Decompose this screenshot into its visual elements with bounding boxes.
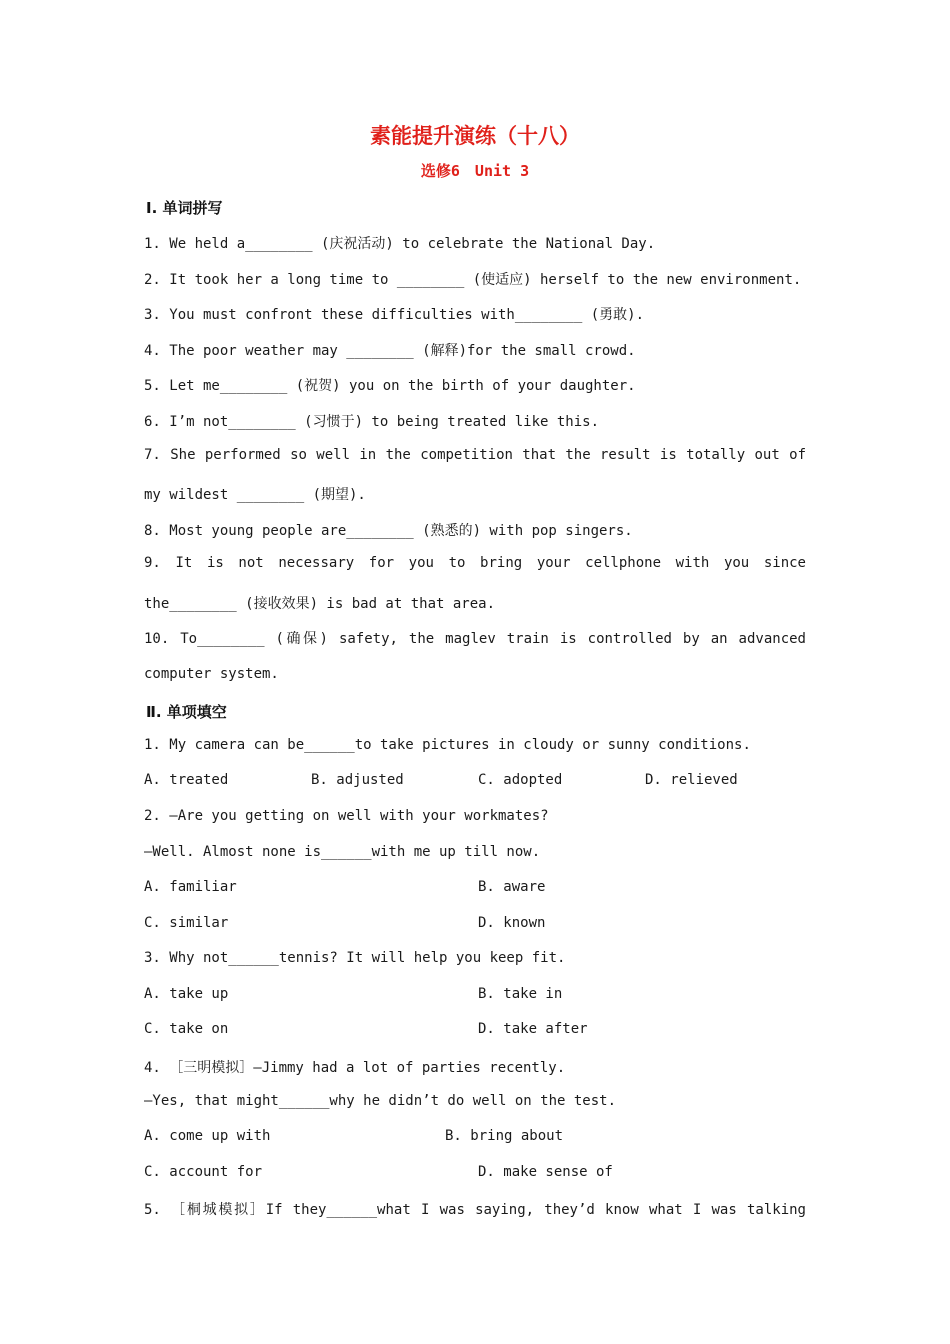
spelling-item-7-line1: 7. She performed so well in the competition that the result is totally out of	[144, 447, 806, 463]
spelling-item-8: 8. Most young people are________ (熟悉的) with pop singers.	[144, 523, 633, 539]
spelling-item-9-line1: 9. It is not necessary for you to bring your cellphone with you since	[144, 555, 806, 571]
choice-q3-option-c: C. take on	[144, 1021, 229, 1037]
spelling-item-5: 5. Let me________ (祝贺) you on the birth of your daughter.	[144, 378, 636, 394]
choice-q3-option-b: B. take in	[478, 986, 563, 1002]
choice-q2-option-b: B. aware	[478, 879, 546, 895]
choice-q4-option-d: D. make sense of	[478, 1164, 613, 1180]
choice-q4-option-b: B. bring about	[445, 1128, 564, 1144]
spelling-item-10-line2: computer system.	[144, 666, 279, 682]
spelling-item-4: 4. The poor weather may ________ (解释)for the small crowd.	[144, 343, 636, 359]
page-subtitle: 选修6 Unit 3	[420, 162, 530, 180]
spelling-item-6: 6. I’m not________ (习惯于) to being treated like this.	[144, 414, 600, 430]
choice-q3-option-d: D. take after	[478, 1021, 588, 1037]
choice-q1-option-c: C. adopted	[478, 772, 563, 788]
choice-q1-stem: 1. My camera can be______to take pictures in cloudy or sunny conditions.	[144, 737, 751, 753]
choice-q1-option-b: B. adjusted	[311, 772, 404, 788]
choice-q4-option-a: A. come up with	[144, 1128, 271, 1144]
choice-q2-stem-line2: —Well. Almost none is______with me up till now.	[144, 844, 541, 860]
choice-q5-stem: 5. ［桐城模拟］If they______what I was saying, they’d know what I was talking	[144, 1202, 806, 1218]
spelling-item-10-line1: 10. To________ (确保) safety, the maglev train is controlled by an advanced	[144, 631, 806, 647]
spelling-item-9-line2: the________ (接收效果) is bad at that area.	[144, 596, 496, 612]
choice-q2-option-c: C. similar	[144, 915, 229, 931]
choice-q4-stem-line1: 4. ［三明模拟］—Jimmy had a lot of parties recently.	[144, 1060, 566, 1076]
choice-q2-option-d: D. known	[478, 915, 546, 931]
spelling-item-1: 1. We held a________ (庆祝活动) to celebrate the National Day.	[144, 236, 656, 252]
choice-q2-option-a: A. familiar	[144, 879, 237, 895]
choice-q4-stem-line2: —Yes, that might______why he didn’t do well on the test.	[144, 1093, 617, 1109]
choice-q1-option-d: D. relieved	[645, 772, 738, 788]
choice-q3-stem: 3. Why not______tennis? It will help you keep fit.	[144, 950, 566, 966]
choice-q1-option-a: A. treated	[144, 772, 229, 788]
spelling-item-3: 3. You must confront these difficulties with________ (勇敢).	[144, 307, 645, 323]
spelling-item-7-line2: my wildest ________ (期望).	[144, 487, 366, 503]
choice-q2-stem-line1: 2. —Are you getting on well with your workmates?	[144, 808, 549, 824]
choice-q4-option-c: C. account for	[144, 1164, 263, 1180]
section-heading-spelling: Ⅰ. 单词拼写	[146, 199, 223, 217]
page-title: 素能提升演练（十八）	[370, 124, 580, 148]
spelling-item-2: 2. It took her a long time to ________ (使适应) herself to the new environment.	[144, 272, 802, 288]
section-heading-choice: Ⅱ. 单项填空	[146, 703, 227, 721]
choice-q3-option-a: A. take up	[144, 986, 229, 1002]
